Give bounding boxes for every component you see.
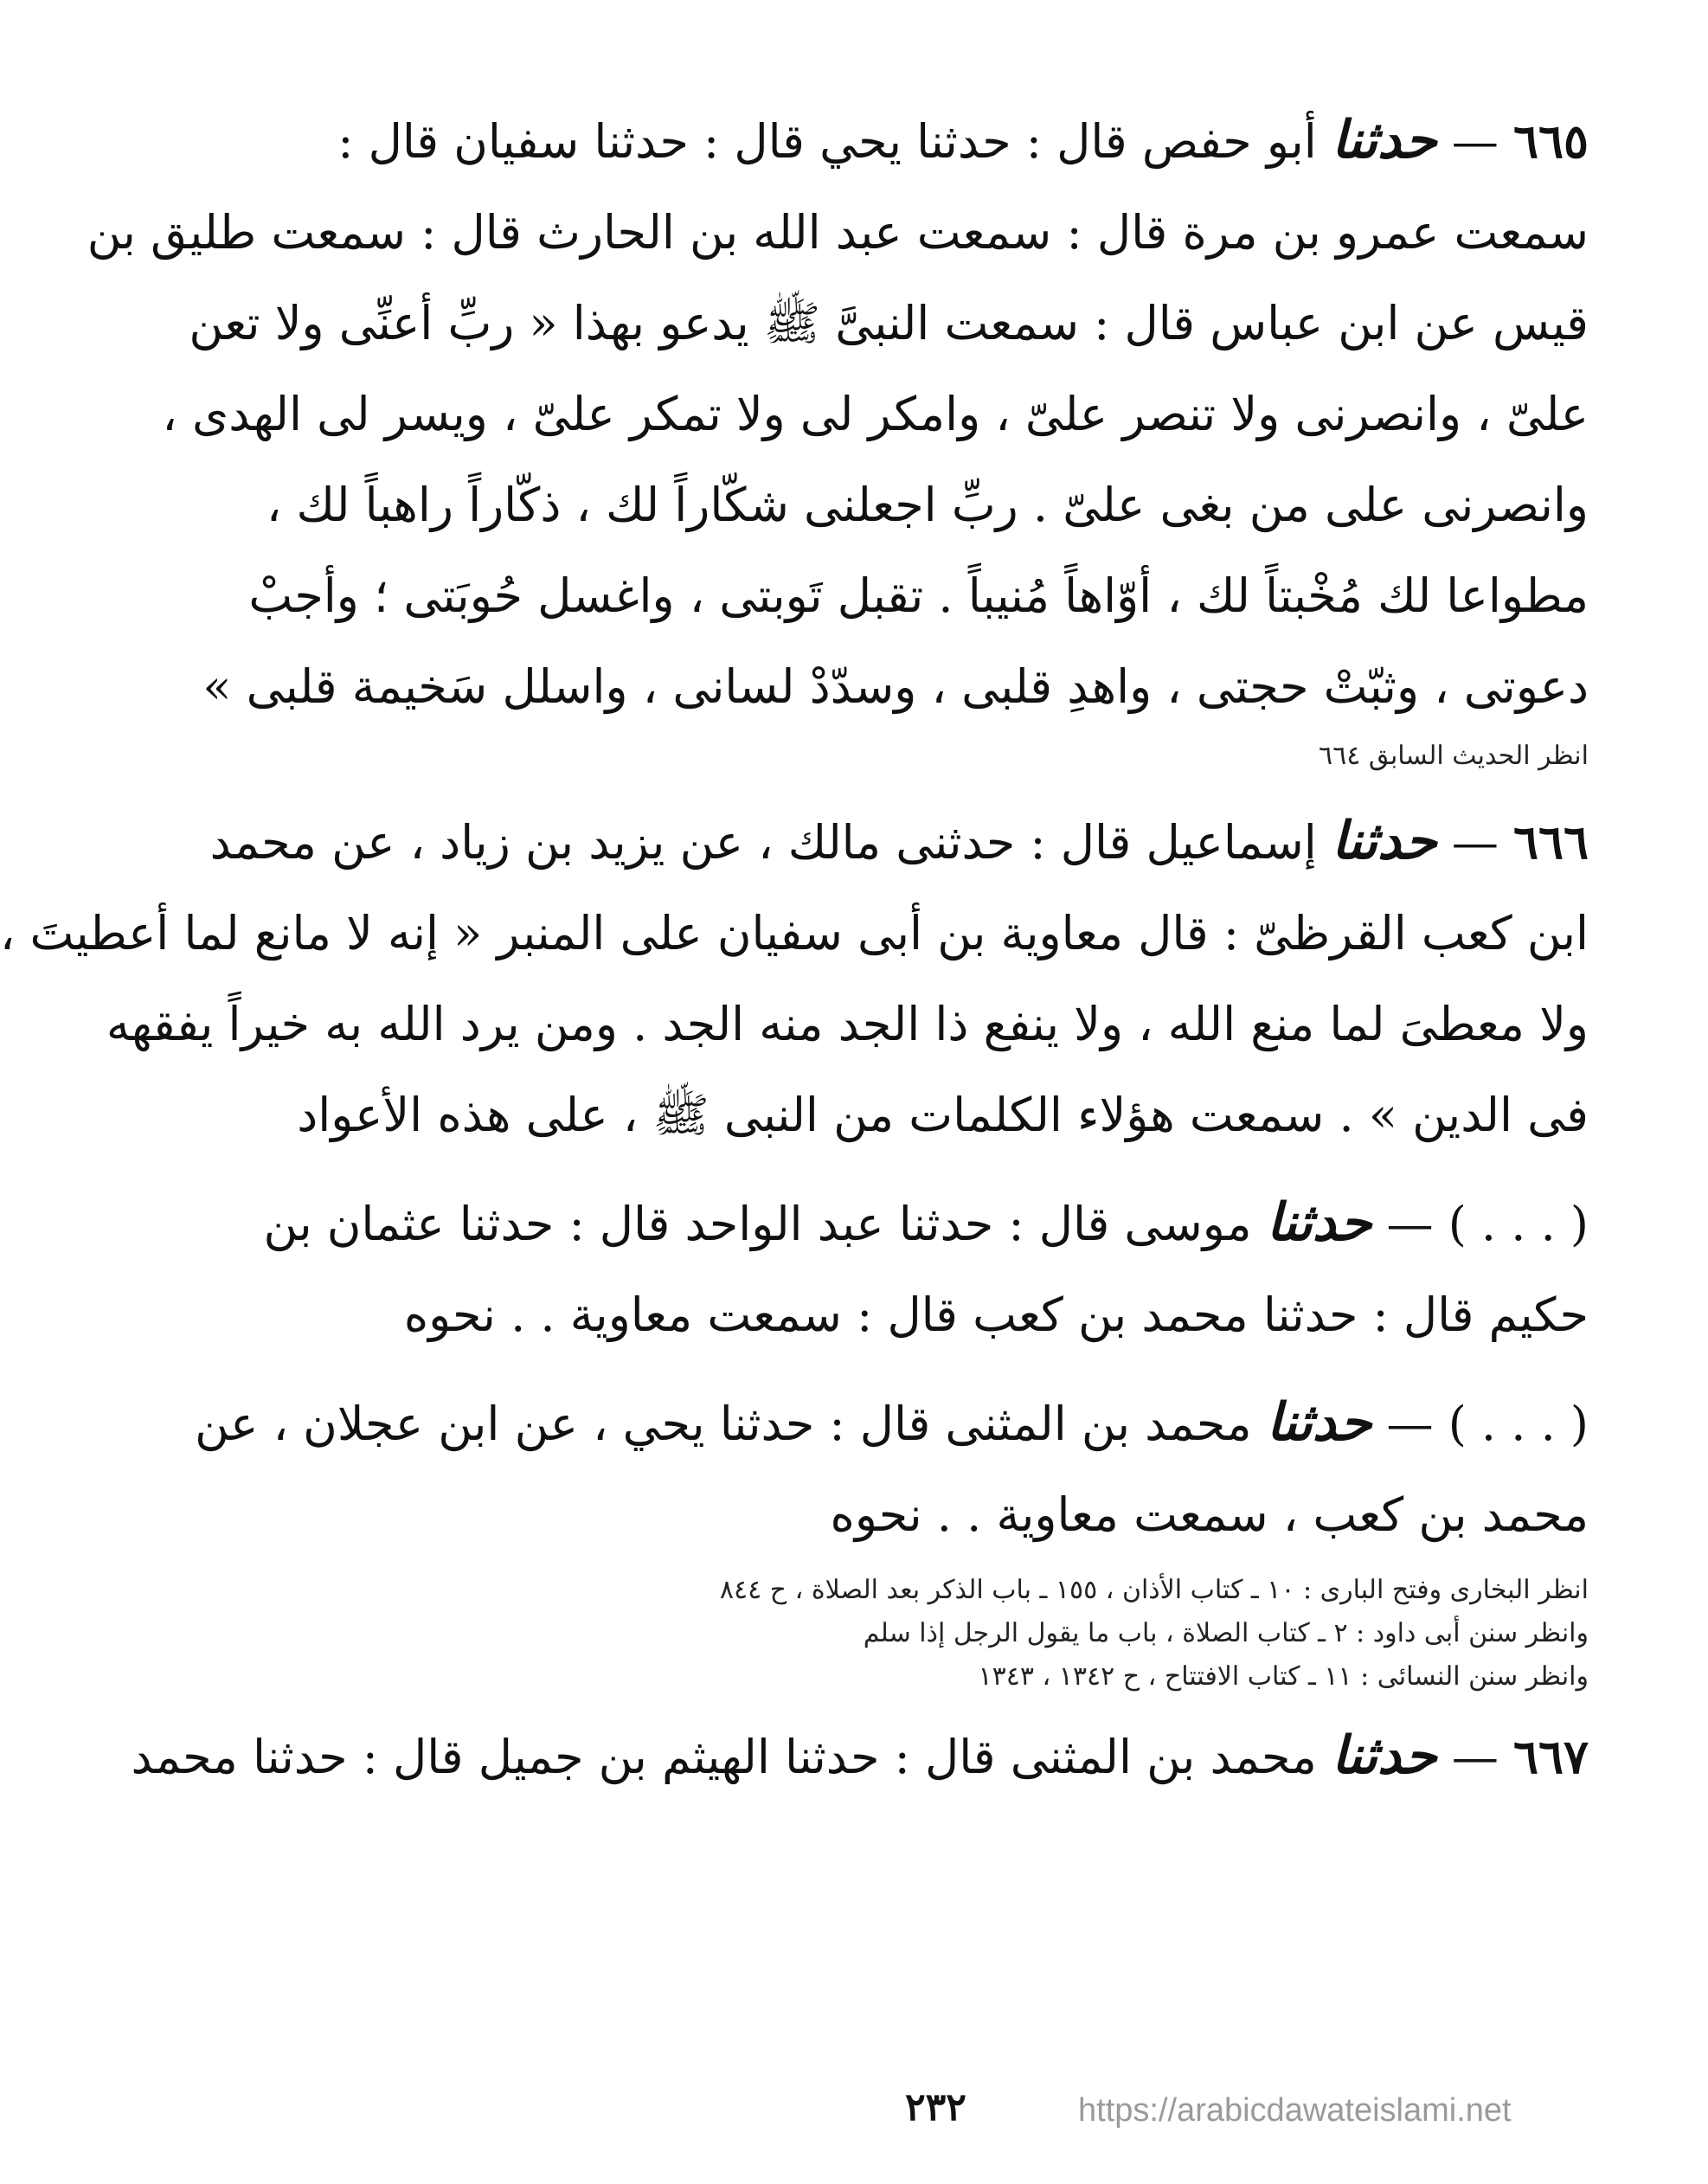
page-body [0, 95, 1589, 1802]
haddathana-keyword: حدثنا [1331, 1725, 1437, 1786]
hadith-666-first-line [209, 796, 1589, 888]
chain-prefix: ( . . . ) — [1386, 1397, 1589, 1451]
reference-line: انظر البخارى وفتح البارى : ١٠ ـ كتاب الأذان ، ١٥٥ ـ باب الذكر بعد الصلاة ، ح ٨٤٤ [719, 1575, 1589, 1605]
hadith-number: ٦٦٧ [1512, 1729, 1589, 1784]
hadith-number: ٦٦٦ [1512, 814, 1589, 870]
chain-text-line: حكيم قال : حدثنا محمد بن كعب قال : سمعت معاوية . . نحوه [403, 1288, 1589, 1342]
hadith-text: محمد بن المثنى قال : حدثنا الهيثم بن جميل قال : حدثنا محمد [131, 1730, 1317, 1784]
haddathana-keyword: حدثنا [1331, 811, 1437, 871]
hadith-text-line: ولا معطىَ لما منع الله ، ولا ينفع ذا الجد منه الجد . ومن يرد الله به خيراً يفقهه [106, 997, 1589, 1051]
hadith-text-line: مطواعا لك مُخْبتاً لك ، أوّاهاً مُنيباً . تقبل تَوبتى ، واغسل حُوبَتى ؛ وأجبْ [248, 568, 1589, 623]
dash: — [1451, 114, 1499, 169]
reference-line: وانظر سنن النسائى : ١١ ـ كتاب الافتتاح ، ح ١٣٤٢ ، ١٣٤٣ [978, 1661, 1589, 1692]
dash: — [1451, 1730, 1499, 1784]
hadith-text-line: دعوتى ، وثبّتْ حجتى ، واهدِ قلبى ، وسدّدْ لسانى ، واسلل سَخيمة قلبى » [202, 659, 1589, 714]
references-block [325, 1569, 1589, 1699]
chain-text-line: محمد بن كعب ، سمعت معاوية . . نحوه [830, 1487, 1589, 1542]
hadith-text-line: علىّ ، وانصرنى ولا تنصر علىّ ، وامكر لى ولا تمكر علىّ ، ويسر لى الهدى ، [162, 387, 1589, 441]
hadith-665-first-line [325, 95, 1589, 187]
chain-prefix: ( . . . ) — [1386, 1197, 1589, 1251]
hadith-text: أبو حفص قال : حدثنا يحي قال : حدثنا سفيان قال : [337, 114, 1317, 169]
chain-text: محمد بن المثنى قال : حدثنا يحي ، عن ابن عجلان ، عن [195, 1397, 1252, 1451]
hadith-text-line: فى الدين » . سمعت هؤلاء الكلمات من النبى ﷺ ، على هذه الأعواد [297, 1088, 1589, 1142]
hadith-text-line: قيس عن ابن عباس قال : سمعت النبىَّ ﷺ يدعو بهذا « ربِّ أعنِّى ولا تعن [189, 296, 1589, 350]
chain-a-first-line [263, 1178, 1589, 1269]
watermark-url: https://arabicdawateislami.net [1078, 2092, 1512, 2129]
hadith-665 [87, 95, 1589, 732]
dash: — [1451, 815, 1499, 870]
hadith-number: ٦٦٥ [1512, 113, 1589, 169]
hadith-text-line: سمعت عمرو بن مرة قال : سمعت عبد الله بن الحارث قال : سمعت طليق بن [87, 205, 1589, 260]
page-footer [213, 2085, 1708, 2137]
haddathana-keyword: حدثنا [1266, 1192, 1372, 1253]
hadith-text: إسماعيل قال : حدثنى مالك ، عن يزيد بن زياد ، عن محمد [209, 815, 1317, 870]
chain-b [195, 1378, 1589, 1560]
chain-a [263, 1178, 1589, 1360]
haddathana-keyword: حدثنا [1331, 110, 1437, 170]
page-number: ٢٣٢ [905, 2085, 966, 2129]
haddathana-keyword: حدثنا [1266, 1392, 1372, 1453]
hadith-665-reference: انظر الحديث السابق ٦٦٤ [1319, 741, 1589, 771]
hadith-text-line: ابن كعب القرظىّ : قال معاوية بن أبى سفيان على المنبر « إنه لا مانع لما أعطيتَ ، [0, 906, 1589, 960]
chain-b-first-line [195, 1378, 1589, 1469]
hadith-667-first-line [131, 1711, 1589, 1802]
reference-line: وانظر سنن أبى داود : ٢ ـ كتاب الصلاة ، باب ما يقول الرجل إذا سلم [863, 1618, 1589, 1648]
hadith-text-line: وانصرنى على من بغى علىّ . ربِّ اجعلنى شكّاراً لك ، ذكّاراً راهباً لك ، [266, 478, 1589, 532]
chain-text: موسى قال : حدثنا عبد الواحد قال : حدثنا عثمان بن [263, 1197, 1252, 1251]
hadith-666 [0, 796, 1589, 1160]
hadith-667 [131, 1711, 1589, 1802]
